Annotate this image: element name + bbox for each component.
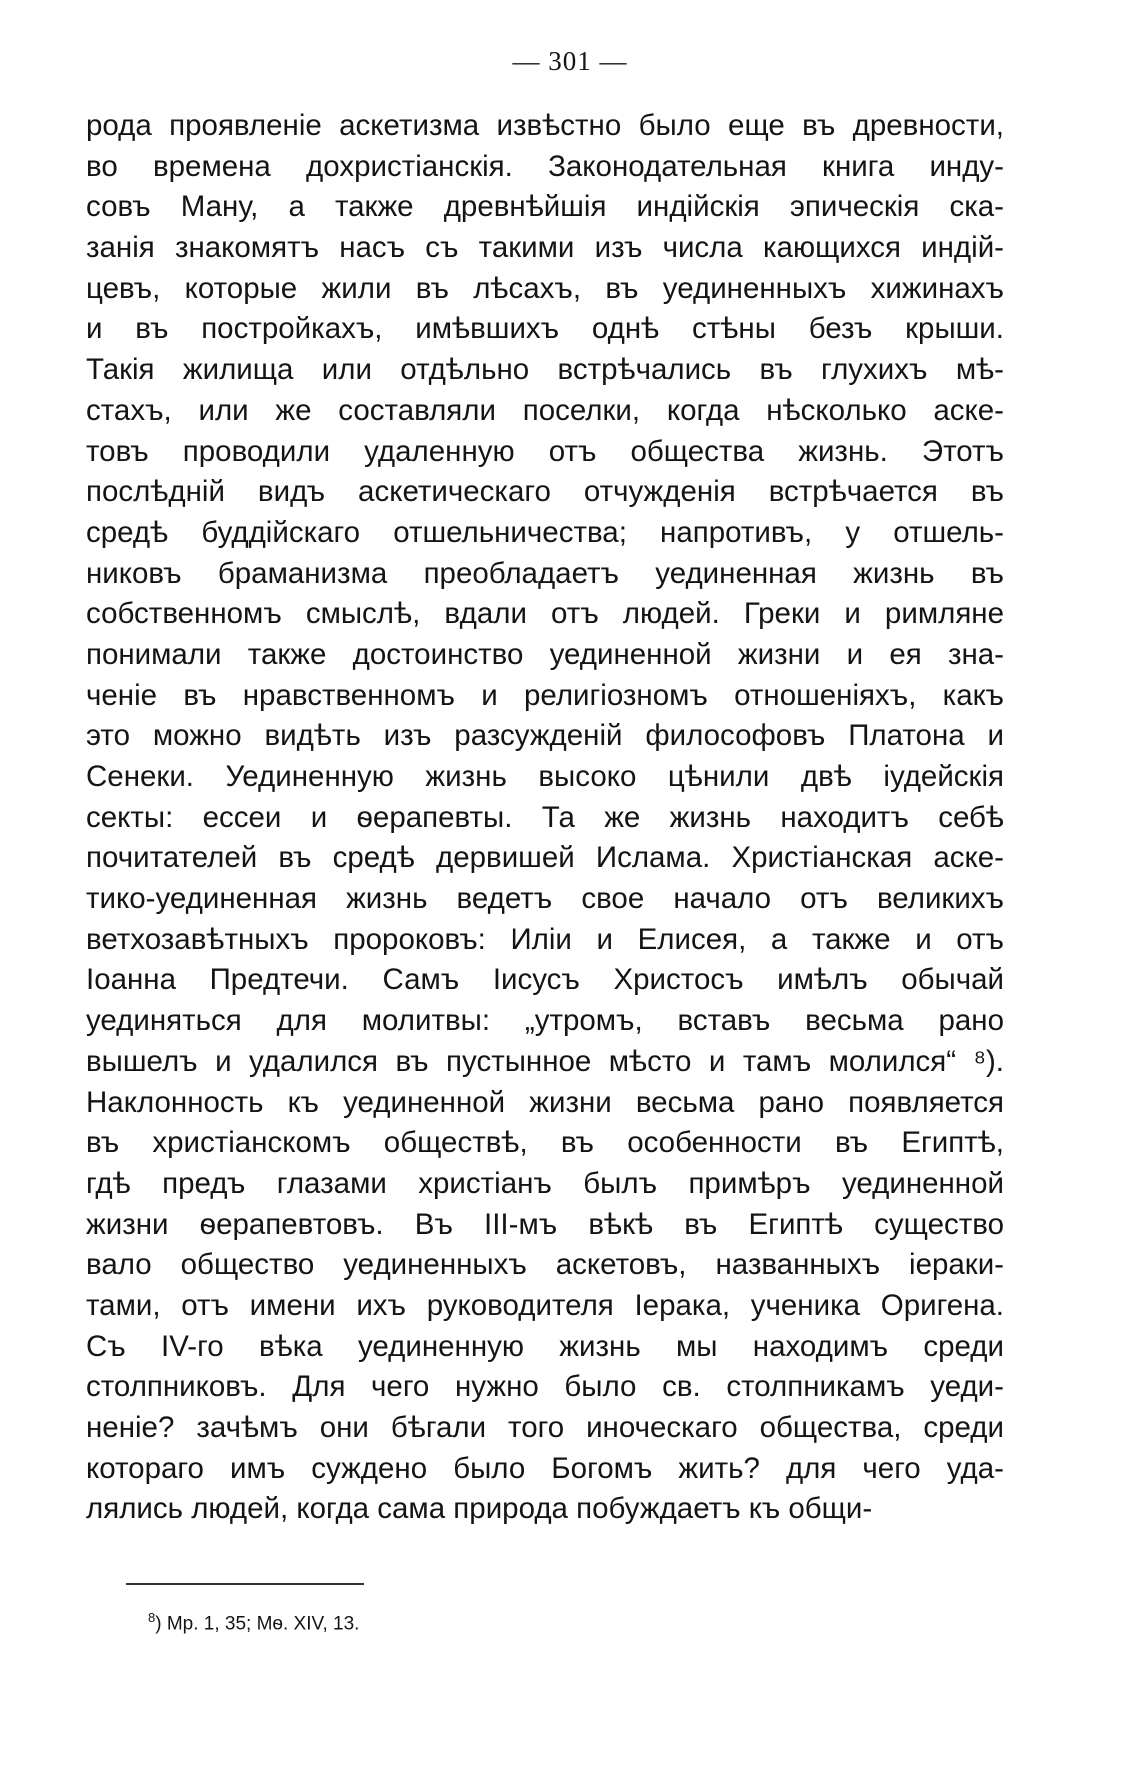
text-line: вало общество уединенныхъ аскетовъ, названныхъ іераки-: [86, 1248, 1004, 1282]
text-line: Съ IV-го вѣка уединенную жизнь мы находимъ среди: [86, 1329, 1004, 1363]
text-line: во времена дохристіанскія. Законодательная книга инду-: [86, 149, 1004, 183]
text-line: Іоанна Предтечи. Самъ Іисусъ Христосъ имѣлъ обычай: [86, 963, 1004, 997]
text-line: товъ проводили удаленную отъ общества жизнь. Этотъ: [86, 434, 1004, 468]
page-number: — 301 —: [512, 46, 628, 76]
text-line: и въ постройкахъ, имѣвшихъ однѣ стѣны безъ крыши.: [86, 312, 1004, 346]
text-line: Сенеки. Уединенную жизнь высоко цѣнили двѣ іудейскія: [86, 760, 1004, 793]
text-line: въ христіанскомъ обществѣ, въ особенности въ Египтѣ,: [86, 1126, 1004, 1160]
footnote: [148, 1610, 359, 1635]
footnote-divider: [126, 1583, 364, 1585]
body-text: [86, 106, 1004, 1530]
text-line: Такія жилища или отдѣльно встрѣчались въ глухихъ мѣ-: [86, 353, 1004, 387]
text-line: ченіе въ нравственномъ и религіозномъ отношеніяхъ, какъ: [86, 678, 1004, 712]
text-line: собственномъ смыслѣ, вдали отъ людей. Греки и римляне: [86, 597, 1004, 631]
text-line: средѣ буддійскаго отшельничества; напротивъ, у отшель-: [86, 515, 1004, 549]
text-line: лялись людей, когда сама природа побуждаетъ къ общи-: [86, 1492, 873, 1526]
footnote-text: ) Мр. 1, 35; Мѳ. XIV, 13.: [155, 1613, 360, 1635]
text-line: Наклонность къ уединенной жизни весьма рано появляется: [86, 1085, 1004, 1119]
text-line: котораго имъ суждено было Богомъ жить? для чего уда-: [86, 1451, 1004, 1485]
text-line: жизни ѳерапевтовъ. Въ III-мъ вѣкѣ въ Египтѣ существо: [86, 1207, 1004, 1241]
text-line: совъ Ману, а также древнѣйшія индійскія эпическія ска-: [86, 190, 1004, 224]
text-line: стахъ, или же составляли поселки, когда нѣсколько аске-: [86, 393, 1004, 427]
text-line: цевъ, которые жили въ лѣсахъ, въ уединенныхъ хижинахъ: [86, 271, 1004, 305]
text-line: это можно видѣть изъ разсужденій философовъ Платона и: [86, 719, 1004, 753]
text-line: послѣдній видъ аскетическаго отчужденія встрѣчается въ: [86, 475, 1004, 509]
text-line: столпниковъ. Для чего нужно было св. столпникамъ уеди-: [86, 1370, 1004, 1404]
text-line: неніе? зачѣмъ они бѣгали того иноческаго общества, среди: [86, 1411, 1004, 1444]
text-line: вышелъ и удалился въ пустынное мѣсто и тамъ молился“ ⁸).: [86, 1044, 1004, 1078]
text-line: ветхозавѣтныхъ пророковъ: Иліи и Елисея, а также и отъ: [86, 922, 1004, 956]
text-line: гдѣ предъ глазами христіанъ былъ примѣръ уединенной: [86, 1166, 1004, 1200]
text-line: тико-уединенная жизнь ведетъ свое начало отъ великихъ: [86, 882, 1004, 916]
text-line: почитателей въ средѣ дервишей Ислама. Христіанская аске-: [86, 841, 1004, 875]
text-line: секты: ессеи и ѳерапевты. Та же жизнь находитъ себѣ: [86, 800, 1004, 834]
text-line: никовъ браманизма преобладаетъ уединенная жизнь въ: [86, 556, 1004, 590]
text-line: занія знакомятъ насъ съ такими изъ числа кающихся индій-: [86, 231, 1004, 265]
footnote-marker: 8: [148, 1610, 156, 1625]
text-line: уединяться для молитвы: „утромъ, вставъ весьма рано: [86, 1004, 1004, 1038]
text-line: тами, отъ имени ихъ руководителя Іерака, ученика Оригена.: [86, 1288, 1004, 1322]
text-line: рода проявленіе аскетизма извѣстно было еще въ древности,: [86, 109, 1004, 142]
text-line: понимали также достоинство уединенной жизни и ея зна-: [86, 637, 1004, 671]
